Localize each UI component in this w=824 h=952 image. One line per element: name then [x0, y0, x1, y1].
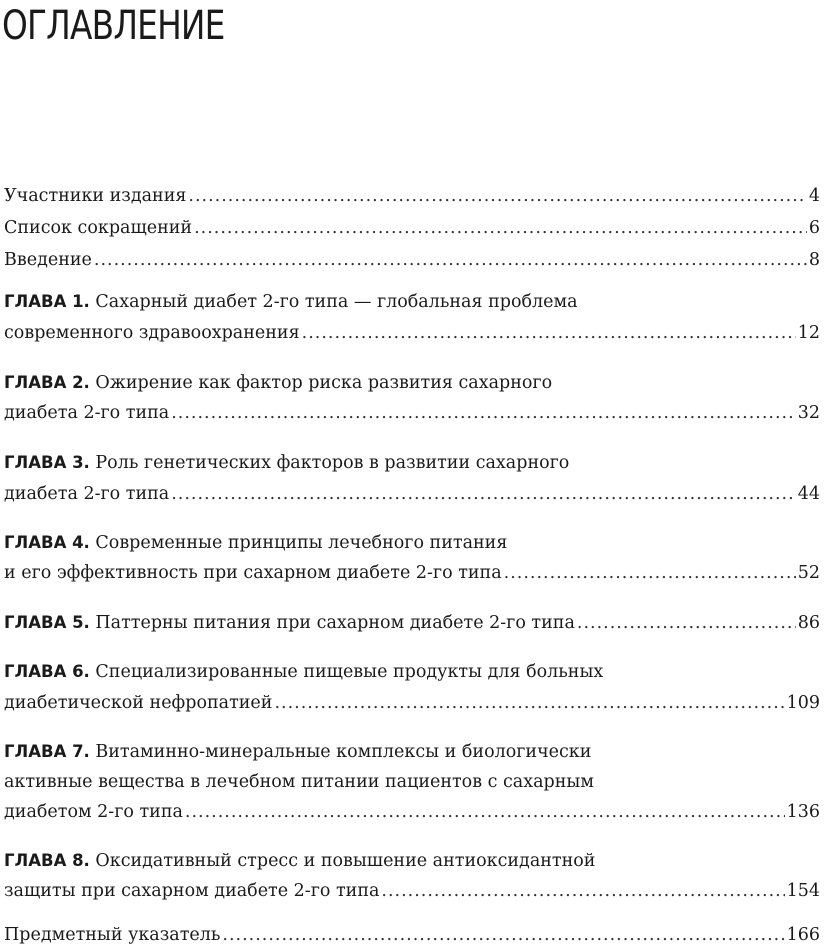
toc-chapter-8-line-1[interactable] — [4, 846, 820, 876]
chapter-title-text: Специализированные пищевые продукты для больных — [95, 662, 604, 682]
toc-entry-subject-index[interactable] — [4, 920, 820, 950]
toc-entry-abbreviations[interactable] — [4, 213, 820, 243]
toc-chapter-5[interactable] — [4, 608, 820, 638]
chapter-label: ГЛАВА 4. — [4, 533, 90, 552]
page-title: ОГЛАВЛЕНИЕ — [2, 3, 225, 49]
toc-chapter-8-line-2[interactable] — [4, 876, 820, 906]
chapter-title-text: диабета 2-го типа — [4, 484, 170, 504]
chapter-title-text: Ожирение как фактор риска развития сахарного — [95, 373, 553, 393]
toc-page-number: 136 — [786, 802, 820, 822]
chapter-title-text: и его эффективность при сахарном диабете 2-го типа — [4, 563, 502, 583]
chapter-label: ГЛАВА 1. — [4, 292, 90, 311]
toc-page-number: 166 — [786, 925, 820, 945]
dot-leader — [171, 479, 796, 509]
chapter-title-text: диабетической нефропатией — [4, 693, 273, 713]
dot-leader — [504, 558, 796, 588]
toc-entry-contributors[interactable] — [4, 181, 820, 211]
dot-leader — [94, 245, 807, 275]
toc-chapter-1-line-1[interactable] — [4, 287, 820, 317]
toc-entry-text: Предметный указатель — [4, 925, 221, 945]
toc-page-number: 44 — [797, 484, 820, 504]
toc-page-number: 52 — [797, 563, 820, 583]
dot-leader — [188, 181, 806, 211]
toc-entry-introduction[interactable] — [4, 245, 820, 275]
chapter-title-text: защиты при сахарном диабете 2-го типа — [4, 881, 380, 901]
dot-leader — [381, 876, 784, 906]
toc-page-number: 6 — [808, 218, 820, 238]
chapter-label: ГЛАВА 3. — [4, 453, 90, 472]
toc-chapter-6-line-2[interactable] — [4, 688, 820, 718]
toc-page-number: 109 — [786, 693, 820, 713]
chapter-label: ГЛАВА 5. — [4, 613, 90, 632]
toc-page-number: 4 — [808, 186, 820, 206]
toc-chapter-1-line-2[interactable] — [4, 318, 820, 348]
toc-chapter-2-line-1[interactable] — [4, 368, 820, 398]
dot-leader — [577, 608, 796, 638]
toc-entry-text: Список сокращений — [4, 218, 193, 238]
dot-leader — [194, 213, 807, 243]
toc-page-number: 12 — [797, 323, 820, 343]
chapter-title-text: Современные принципы лечебного питания — [95, 533, 508, 553]
toc-chapter-3-line-2[interactable] — [4, 479, 820, 509]
toc-chapter-3-line-1[interactable] — [4, 448, 820, 478]
dot-leader — [222, 920, 784, 950]
toc-chapter-7-line-1[interactable] — [4, 737, 820, 767]
chapter-title-text: диабетом 2-го типа — [4, 802, 183, 822]
chapter-title-text: Паттерны питания при сахарном диабете 2-го типа — [95, 613, 575, 633]
dot-leader — [171, 398, 796, 428]
toc-page-number: 8 — [808, 250, 820, 270]
toc-chapter-4-line-1[interactable] — [4, 528, 820, 558]
dot-leader — [274, 688, 784, 718]
dot-leader — [302, 318, 796, 348]
toc-page-number: 32 — [797, 403, 820, 423]
toc-entry-text: Участники издания — [4, 186, 187, 206]
chapter-title-text: активные вещества в лечебном питании пациентов с сахарным — [4, 772, 594, 792]
toc-page-number: 154 — [786, 881, 820, 901]
chapter-label: ГЛАВА 7. — [4, 742, 90, 761]
chapter-title-text: диабета 2-го типа — [4, 403, 170, 423]
dot-leader — [185, 797, 785, 827]
chapter-title-text: современного здравоохранения — [4, 323, 300, 343]
toc-page-number: 86 — [797, 613, 820, 633]
toc-chapter-2-line-2[interactable] — [4, 398, 820, 428]
chapter-title-text: Сахарный диабет 2-го типа — глобальная проблема — [95, 292, 578, 312]
chapter-label: ГЛАВА 6. — [4, 662, 90, 681]
toc-chapter-7-line-2[interactable] — [4, 767, 820, 797]
chapter-label: ГЛАВА 8. — [4, 851, 90, 870]
chapter-title-text: Роль генетических факторов в развитии сахарного — [95, 453, 570, 473]
toc-chapter-6-line-1[interactable] — [4, 657, 820, 687]
chapter-title-text: Оксидативный стресс и повышение антиоксидантной — [95, 851, 596, 871]
toc-entry-text: Введение — [4, 250, 92, 270]
toc-chapter-4-line-2[interactable] — [4, 558, 820, 588]
toc-chapter-7-line-3[interactable] — [4, 797, 820, 827]
chapter-title-text: Витаминно-минеральные комплексы и биологически — [95, 742, 592, 762]
chapter-label: ГЛАВА 2. — [4, 373, 90, 392]
